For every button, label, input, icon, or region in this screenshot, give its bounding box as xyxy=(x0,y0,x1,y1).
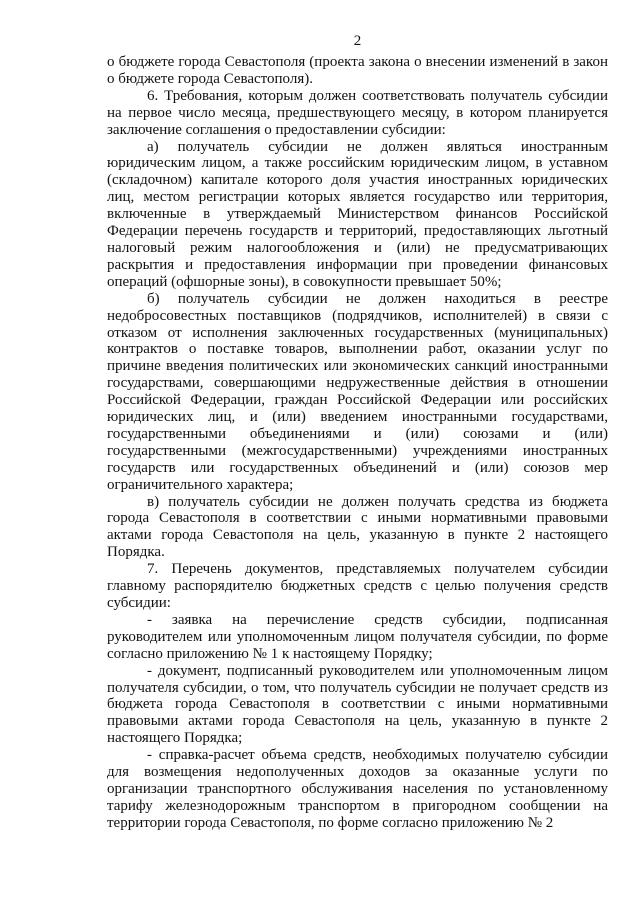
paragraph-item-7: 7. Перечень документов, представляемых получателем субсидии главному распорядителю бюджетных средств с целью получения средств субсидии: xyxy=(107,561,608,611)
paragraph-item-6: 6. Требования, которым должен соответствовать получатель субсидии на первое число месяца, предшествующего месяцу, в котором планируется заключение соглашения о предоставлении субсидии: xyxy=(107,87,608,138)
page-number: 2 xyxy=(353,33,362,49)
list-item-calculation-certificate: - справка-расчет объема средств, необходимых получателю субсидии для возмещения недополученных доходов за оказанные услуги по организации транспортного обслуживания населения по установленному тарифу железнодорожным транспортом в пригородном сообщении на территории города Севастополя, по форме согласно приложению № 2 xyxy=(107,747,608,831)
list-item-signed-document: - документ, подписанный руководителем или уполномоченным лицом получателя субсидии, о том, что получатель субсидии не получает средств из бюджета города Севастополя в соответствии с иными нормативными правовыми актами города Севастополя на цель, указанную в пункте 2 настоящего Порядка; xyxy=(107,662,608,747)
paragraph-subitem-b: б) получатель субсидии не должен находиться в реестре недобросовестных поставщиков (подрядчиков, исполнителей) в связи с отказом от исполнения заключенных государственных (муниципальных) контрактов о поставке товаров, выполнении работ, оказании услуг по причине введения политических или экономических санкций иностранными государствами, совершающими недружественные действия в отношении Российской Федерации, граждан Российской Федерации или российских юридических лиц, и (или) введением иностранными государствами, государственными объединениями и (или) союзами и (или) государственными (межгосударственными) учреждениями иностранных государств или государственных объединений и (или) союзов мер ограничительного характера; xyxy=(107,290,608,493)
paragraph-continuation: о бюджете города Севастополя (проекта закона о внесении изменений в закон о бюджете города Севастополя). xyxy=(107,54,608,87)
document-body xyxy=(107,54,608,832)
paragraph-subitem-a: а) получатель субсидии не должен являться иностранным юридическим лицом, а также российским юридическим лицом, в уставном (складочном) капитале которого доля участия иностранных юридических лиц, местом регистрации которых является государство или территория, включенные в утверждаемый Министерством финансов Российской Федерации перечень государств и территорий, предоставляющих льготный налоговый режим налогообложения и (или) не предусматривающих раскрытия и предоставления информации при проведении финансовых операций (офшорные зоны), в совокупности превышает 50%; xyxy=(107,138,608,290)
paragraph-subitem-v: в) получатель субсидии не должен получать средства из бюджета города Севастополя в соответствии с иными нормативными правовыми актами города Севастополя на цель, указанную в пункте 2 настоящего Порядка. xyxy=(107,493,608,561)
list-item-application: - заявка на перечисление средств субсидии, подписанная руководителем или уполномоченным лицом получателя субсидии, по форме согласно приложению № 1 к настоящему Порядку; xyxy=(107,611,608,662)
